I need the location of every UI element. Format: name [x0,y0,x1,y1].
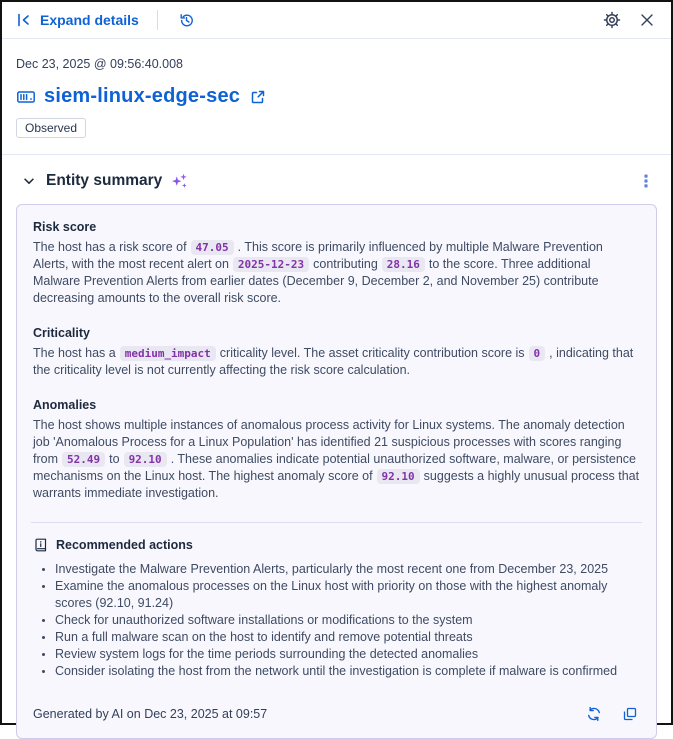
sparkles-icon [170,172,189,191]
chevron-down-icon [22,174,36,188]
criticality-section [33,326,640,379]
anomalies-heading: Anomalies [33,398,97,412]
popout-icon [250,89,266,105]
refresh-icon [586,706,602,722]
summary-options-button[interactable] [637,171,655,191]
history-button[interactable] [176,10,197,31]
close-icon [639,12,655,28]
panel-divider [31,522,642,523]
flyout-header [2,2,671,39]
risk-score-section [33,220,640,307]
recommended-action-item: • Run a full malware scan on the host to identify and remove potential threats [55,629,640,646]
inline-code-value: 92.10 [124,452,167,467]
inline-code-value: 47.05 [191,240,234,255]
header-divider [157,10,158,30]
event-timestamp: Dec 23, 2025 @ 09:56:40.008 [16,57,183,71]
inline-code-value: medium_impact [120,346,216,361]
inline-code-value: 2025-12-23 [233,257,309,272]
expand-details-button[interactable] [16,12,139,28]
anomalies-text: The host shows multiple instances of anomalous process activity for Linux systems. The anomaly detection job 'Anomalous Process for a Linux Population' has identified 21 suspicious processes with scores ranging from 52.49 to 92.10 . These anomalies indicate potential unauthorized software, malware, or persistence mechanisms on the Linux host. The highest anomaly score of 92.10 suggests a highly unusual process that warrants immediate investigation. [33,418,640,500]
recommended-action-item: • Consider isolating the host from the network until the investigation is complete if malware is confirmed [55,663,640,680]
recommended-action-item: • Examine the anomalous processes on the Linux host with priority on those with the highest anomaly scores (92.10, 91.24) [55,578,640,612]
close-button[interactable] [637,10,657,30]
inline-code-value: 0 [529,346,546,361]
recommended-actions-list [39,561,640,680]
history-icon [178,12,195,29]
settings-button[interactable] [601,9,623,31]
criticality-text: The host has a medium_impact criticality level. The asset criticality contribution score is 0 , indicating that the criticality level is not currently affecting the risk score calculation. [33,346,634,377]
host-name-link[interactable]: siem-linux-edge-sec [44,85,241,107]
generated-by-ai-text: Generated by AI on Dec 23, 2025 at 09:57 [33,707,268,721]
risk-score-text: The host has a risk score of 47.05 . This score is primarily influenced by multiple Malware Prevention Alerts, with the most recent alert on 2025-12-23 contributing 28.16 to the score. Three additional Malware Prevention Alerts from earlier dates (December 9, December 2, and November 25) contribute decreasing amounts to the overall risk score. [33,240,603,305]
summary-collapse-toggle[interactable] [20,172,38,190]
three-dots-vertical-icon [639,173,653,189]
expand-details-label: Expand details [40,12,139,28]
anomalies-section [33,398,640,502]
recommended-action-item: • Investigate the Malware Prevention Alerts, particularly the most recent one from December 23, 2025 [55,561,640,578]
host-storage-icon [16,87,36,107]
copy-button[interactable] [620,704,640,724]
recommended-action-item: • Check for unauthorized software installations or modifications to the system [55,612,640,629]
status-badge: Observed [16,118,86,138]
ai-summary-panel [16,204,657,739]
recommended-action-item: • Review system logs for the time periods surrounding the detected anomalies [55,646,640,663]
risk-score-heading: Risk score [33,220,97,234]
criticality-heading: Criticality [33,326,90,340]
open-host-details-button[interactable] [248,87,268,107]
inline-code-value: 52.49 [62,452,105,467]
inline-code-value: 28.16 [382,257,425,272]
regenerate-button[interactable] [584,704,604,724]
entity-summary-title: Entity summary [46,172,163,189]
documentation-icon [33,537,49,553]
inline-code-value: 92.10 [377,469,420,484]
recommended-actions-heading: Recommended actions [56,538,193,552]
copy-icon [622,706,638,722]
collapse-left-icon [16,12,32,28]
gear-icon [603,11,621,29]
